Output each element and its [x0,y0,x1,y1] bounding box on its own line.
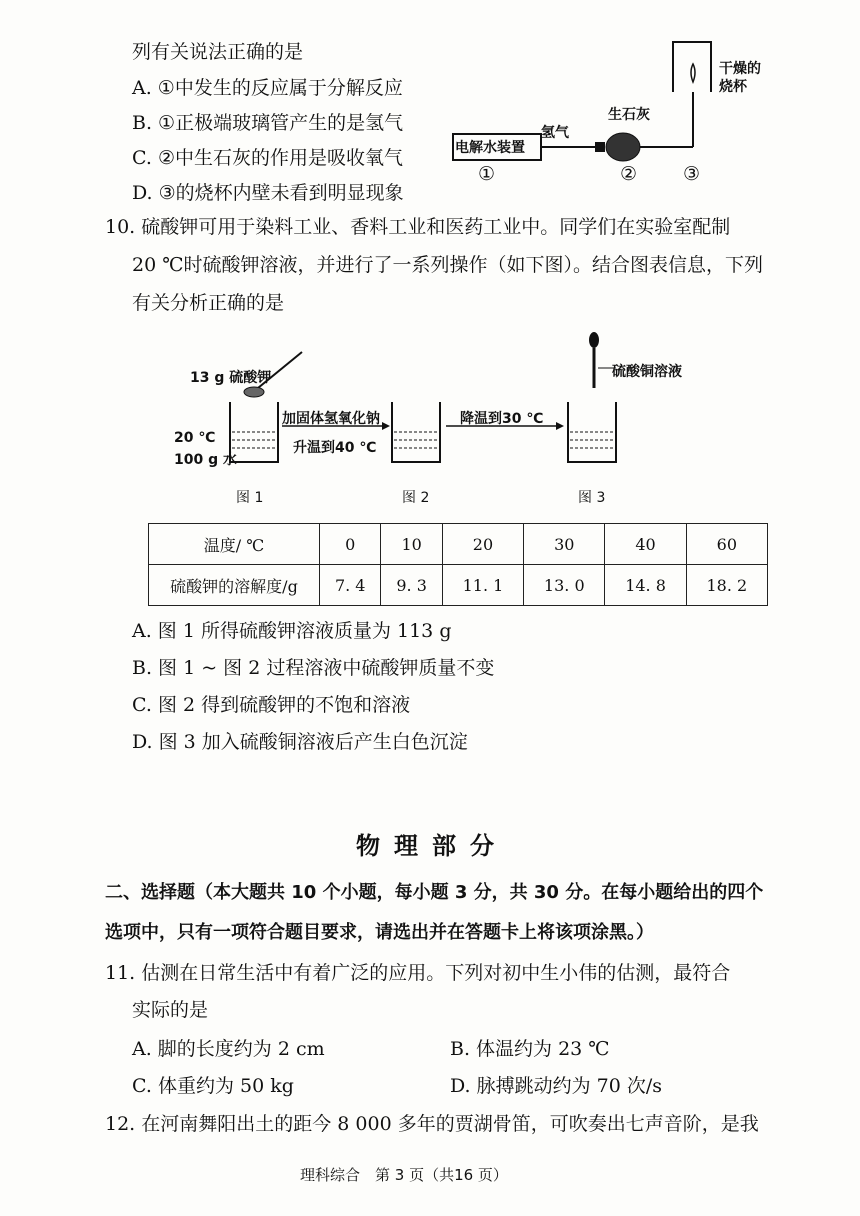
q11-stem-1: 11. 估测在日常生活中有着广泛的应用。下列对初中生小伟的估测，最符合 [105,962,731,984]
flame-icon [691,64,695,82]
q10-stem-2: 20 ℃时硫酸钾溶液，并进行了一系列操作（如下图）。结合图表信息，下列 [132,254,763,276]
connector [595,142,605,152]
table-cell: 30 [524,524,605,565]
q9-option-b: B. ①正极端玻璃管产生的是氢气 [132,112,404,134]
q11-option-b: B. 体温约为 23 ℃ [450,1038,610,1060]
table-cell: 40 [605,524,686,565]
q9-option-d: D. ③的烧杯内壁未看到明显现象 [132,182,404,204]
table-row [149,565,768,606]
instructions-1: 二、选择题（本大题共 10 个小题，每小题 3 分，共 30 分。在每小题给出的四个 [105,882,764,903]
caption-fig3: 图 3 [578,490,606,506]
q11-option-d: D. 脉搏跳动约为 70 次/s [450,1075,663,1097]
mark-3: ③ [683,163,701,185]
table-cell: 60 [686,524,767,565]
caption-fig2: 图 2 [402,490,430,506]
table-cell: 7. 4 [320,565,381,606]
beaker-label-1: 干燥的 [719,61,761,77]
q11-option-c: C. 体重约为 50 kg [132,1075,294,1097]
section-title: 物理部分 [356,832,508,860]
table-cell: 14. 8 [605,565,686,606]
q12-stem: 12. 在河南舞阳出土的距今 8 000 多年的贾湖骨笛，可吹奏出七声音阶，是我 [105,1113,759,1135]
q10-experiment-figure [170,330,700,470]
solubility-table [148,523,768,606]
dropper-bulb [589,332,599,348]
caption-fig1: 图 1 [236,490,264,506]
table-cell: 11. 1 [442,565,523,606]
table-cell: 10 [381,524,442,565]
table-cell: 18. 2 [686,565,767,606]
lime-tube [606,133,640,161]
q9-option-c: C. ②中生石灰的作用是吸收氧气 [132,147,403,169]
table-cell: 硫酸钾的溶解度/g [149,565,320,606]
mark-2: ② [620,163,638,185]
lime-label: 生石灰 [608,107,650,123]
beaker-label-2: 烧杯 [719,79,747,95]
step1-bottom-label: 升温到40 ℃ [293,440,377,456]
q10-option-b: B. 图 1 ~ 图 2 过程溶液中硫酸钾质量不变 [132,657,495,679]
table-cell: 20 [442,524,523,565]
page-footer: 理科综合 第 3 页（共16 页） [300,1166,508,1184]
temp-label: 20 ℃ [174,430,216,446]
q10-stem-1: 10. 硫酸钾可用于染料工业、香料工业和医药工业中。同学们在实验室配制 [105,216,731,238]
q11-stem-2: 实际的是 [132,999,209,1021]
table-cell: 13. 0 [524,565,605,606]
spoon-bowl [244,387,264,397]
table-row [149,524,768,565]
instructions-2: 选项中，只有一项符合题目要求，请选出并在答题卡上将该项涂黑。） [105,922,654,943]
step1-top-label: 加固体氢氧化钠 [282,411,380,427]
q10-option-c: C. 图 2 得到硫酸钾的不饱和溶液 [132,694,411,716]
q10-option-a: A. 图 1 所得硫酸钾溶液质量为 113 g [132,620,452,642]
table-cell: 0 [320,524,381,565]
reagent-label: 硫酸铜溶液 [612,364,682,380]
gas-label: 氢气 [541,125,569,141]
q10-option-d: D. 图 3 加入硫酸铜溶液后产生白色沉淀 [132,731,468,753]
table-cell: 9. 3 [381,565,442,606]
device-label: 电解水装置 [455,140,525,156]
step2-label: 降温到30 ℃ [460,411,544,427]
q9-option-a: A. ①中发生的反应属于分解反应 [132,77,403,99]
q9-stem-tail: 列有关说法正确的是 [132,41,304,63]
water-label: 100 g 水 [174,452,237,468]
q11-option-a: A. 脚的长度约为 2 cm [132,1038,325,1060]
table-cell: 温度/ ℃ [149,524,320,565]
mark-1: ① [478,163,496,185]
solute-label: 13 g 硫酸钾 [190,370,272,386]
q10-stem-3: 有关分析正确的是 [132,292,285,314]
